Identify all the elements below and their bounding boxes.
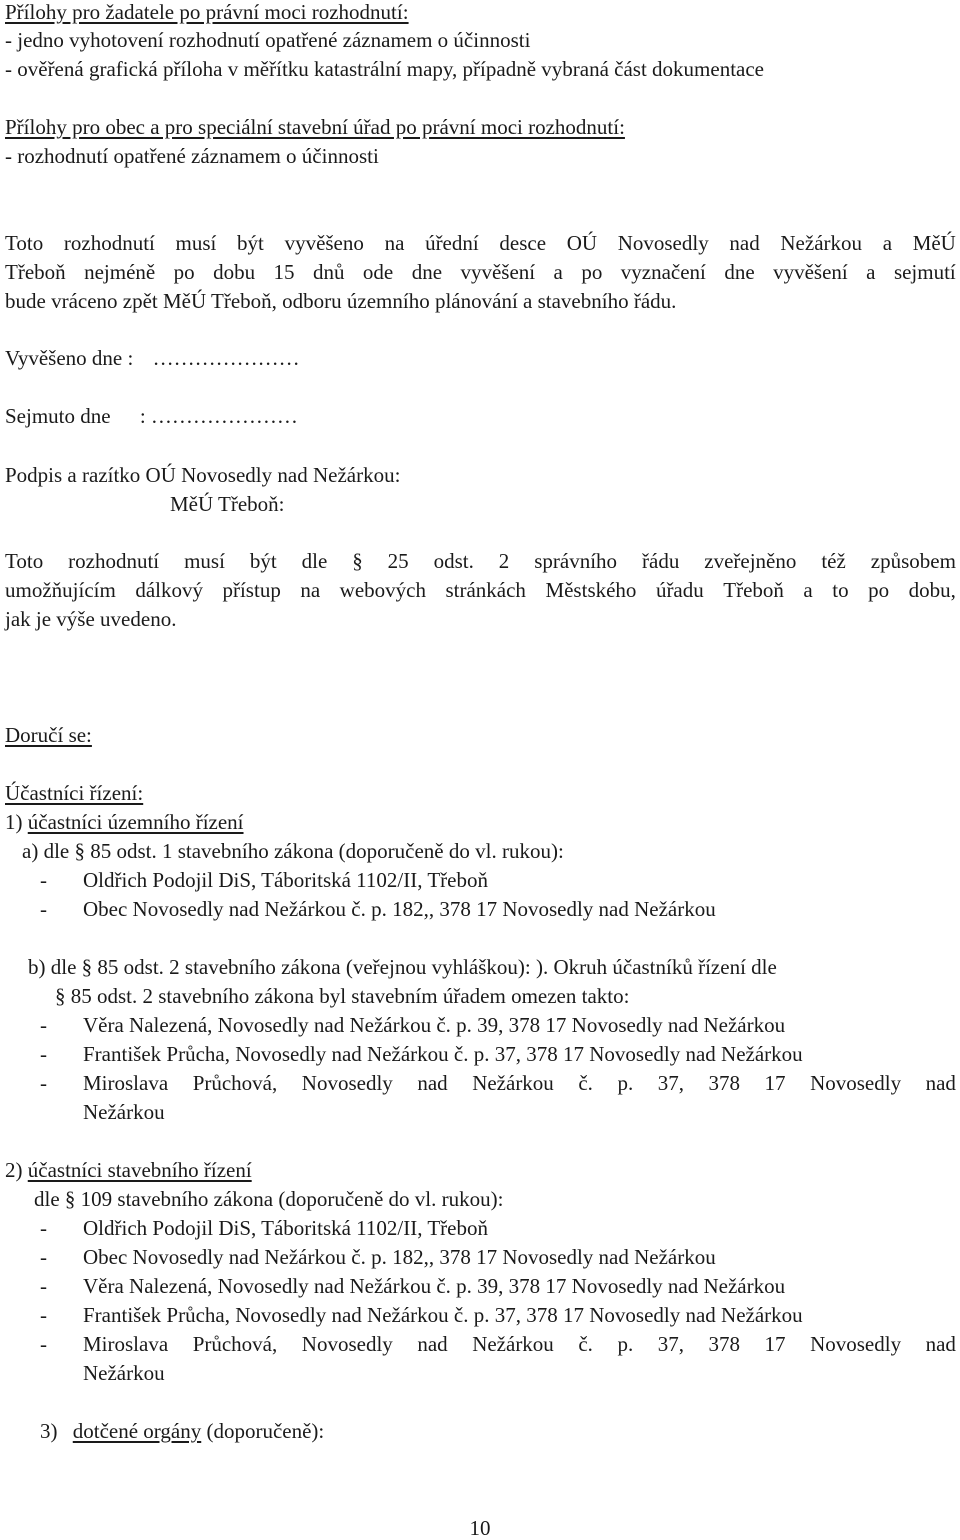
posted-date-field — [5, 346, 300, 370]
list-dash: - — [40, 897, 47, 921]
list-dash: - — [40, 1042, 47, 1066]
removed-date-label: Sejmuto dne — [5, 404, 111, 428]
posting-notice-line-3: bude vráceno zpět MěÚ Třeboň, odboru územního plánování a stavebního řádu. — [5, 289, 677, 313]
list-item: Věra Nalezená, Novosedly nad Nežárkou č. p. 39, 378 17 Novosedly nad Nežárkou — [83, 1013, 786, 1037]
list-item-continuation: Nežárkou — [83, 1361, 165, 1385]
section-3-title: dotčené orgány — [72, 1419, 202, 1443]
list-item-continuation: Nežárkou — [83, 1100, 165, 1124]
section-3-number: 3) — [40, 1419, 58, 1443]
section-1b-label-line-1: b) dle § 85 odst. 2 stavebního zákona (veřejnou vyhláškou): ). Okruh účastníků řízení dle — [28, 955, 777, 979]
list-item: Oldřich Podojil DiS, Táboritská 1102/II, Třeboň — [83, 1216, 488, 1240]
section-2-title: účastníci stavebního řízení — [27, 1158, 252, 1182]
page-number: 10 — [469, 1516, 491, 1540]
publication-notice-line-2: umožňujícím dálkový přístup na webových stránkách Městského úřadu Třeboň a to po dobu, — [5, 578, 956, 602]
section-3-suffix: (doporučeně): — [206, 1419, 325, 1443]
list-dash: - — [40, 868, 47, 892]
list-item: Oldřich Podojil DiS, Táboritská 1102/II, Třeboň — [83, 868, 488, 892]
section-2-number: 2) — [5, 1158, 23, 1182]
publication-notice-line-3: jak je výše uvedeno. — [5, 607, 177, 631]
list-dash: - — [40, 1071, 47, 1095]
list-item: Miroslava Průchová, Novosedly nad Nežárkou č. p. 37, 378 17 Novosedly nad — [83, 1071, 956, 1095]
section-3-heading — [40, 1419, 324, 1443]
list-item: Miroslava Průchová, Novosedly nad Nežárkou č. p. 37, 378 17 Novosedly nad — [83, 1332, 956, 1356]
list-item: Obec Novosedly nad Nežárkou č. p. 182,, 378 17 Novosedly nad Nežárkou — [83, 897, 716, 921]
section-1-title: účastníci územního řízení — [27, 810, 244, 834]
list-item: Obec Novosedly nad Nežárkou č. p. 182,, 378 17 Novosedly nad Nežárkou — [83, 1245, 716, 1269]
list-dash: - — [40, 1303, 47, 1327]
removed-date-field — [5, 404, 298, 428]
delivery-heading: Doručí se: — [5, 723, 92, 747]
list-item: František Průcha, Novosedly nad Nežárkou č. p. 37, 378 17 Novosedly nad Nežárkou — [83, 1042, 803, 1066]
removed-date-value: : ………………… — [139, 404, 298, 428]
posted-date-label: Vyvěšeno dne : — [5, 346, 134, 370]
list-item: Věra Nalezená, Novosedly nad Nežárkou č. p. 39, 378 17 Novosedly nad Nežárkou — [83, 1274, 786, 1298]
list-dash: - — [40, 1013, 47, 1037]
posting-notice-line-1: Toto rozhodnutí musí být vyvěšeno na úřední desce OÚ Novosedly nad Nežárkou a MěÚ — [5, 231, 956, 255]
attachment-item: - rozhodnutí opatřené záznamem o účinnosti — [5, 144, 379, 168]
section-2-label: dle § 109 stavebního zákona (doporučeně do vl. rukou): — [34, 1187, 504, 1211]
list-item: František Průcha, Novosedly nad Nežárkou č. p. 37, 378 17 Novosedly nad Nežárkou — [83, 1303, 803, 1327]
posting-notice-line-2: Třeboň nejméně po dobu 15 dnů ode dne vyvěšení a po vyznačení dne vyvěšení a sejmutí — [5, 260, 956, 284]
section-1a-label: a) dle § 85 odst. 1 stavebního zákona (doporučeně do vl. rukou): — [22, 839, 564, 863]
attachment-item: - ověřená grafická příloha v měřítku katastrální mapy, případně vybraná část dokumentace — [5, 57, 764, 81]
attachment-item: - jedno vyhotovení rozhodnutí opatřené záznamem o účinnosti — [5, 28, 531, 52]
list-dash: - — [40, 1332, 47, 1356]
list-dash: - — [40, 1274, 47, 1298]
section-1-number: 1) — [5, 810, 23, 834]
attachments-municipality-heading: Přílohy pro obec a pro speciální stavební úřad po právní moci rozhodnutí: — [5, 115, 625, 139]
publication-notice-line-1: Toto rozhodnutí musí být dle § 25 odst. 2 správního řádu zveřejněno též způsobem — [5, 549, 956, 573]
section-1b-label-line-2: § 85 odst. 2 stavebního zákona byl stavebním úřadem omezen takto: — [55, 984, 630, 1008]
attachments-applicant-heading: Přílohy pro žadatele po právní moci rozhodnutí: — [5, 0, 409, 24]
participants-heading: Účastníci řízení: — [5, 781, 144, 805]
posted-date-value: ………………… — [152, 346, 300, 370]
signature-label: Podpis a razítko OÚ Novosedly nad Nežárkou: — [5, 463, 401, 487]
section-1-heading — [5, 810, 244, 834]
list-dash: - — [40, 1216, 47, 1240]
list-dash: - — [40, 1245, 47, 1269]
section-2-heading — [5, 1158, 252, 1182]
signature-meu: MěÚ Třeboň: — [170, 492, 285, 516]
